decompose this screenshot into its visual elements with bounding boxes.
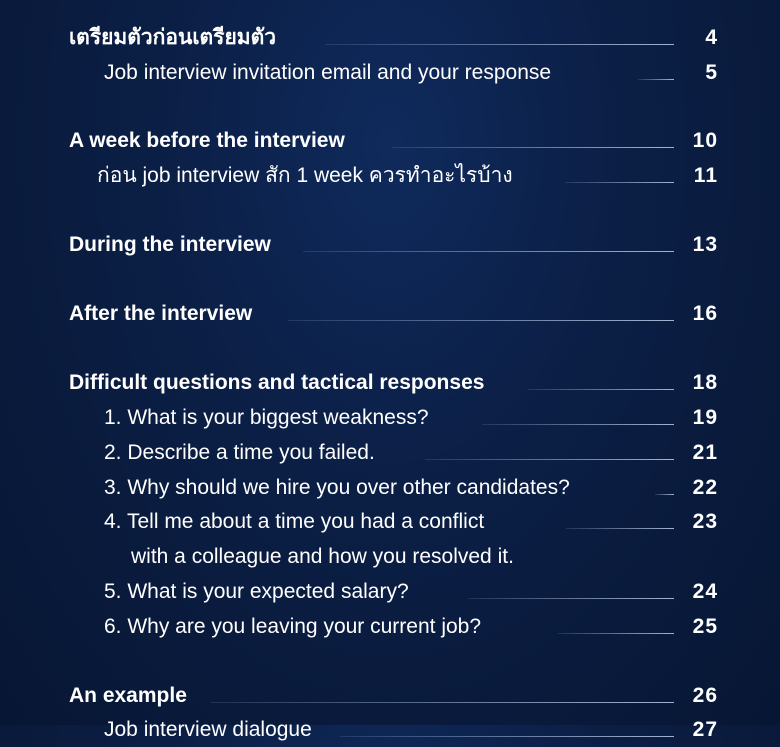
toc-entry[interactable] <box>0 228 780 262</box>
toc-page-number: 27 <box>692 718 718 741</box>
toc-leader-line <box>528 389 674 390</box>
toc-entry-title: เตรียมตัวก่อนเตรียมตัว <box>69 26 277 49</box>
toc-subentry[interactable] <box>0 505 780 539</box>
toc-page-number: 25 <box>692 615 718 638</box>
toc-subentry[interactable] <box>0 610 780 644</box>
toc-subentry[interactable] <box>0 575 780 609</box>
toc-leader-line <box>558 633 674 634</box>
toc-leader-line <box>325 44 674 45</box>
toc-entry-title: with a colleague and how you resolved it. <box>131 545 514 568</box>
toc-leader-line <box>340 736 674 737</box>
toc-leader-line <box>425 459 674 460</box>
toc-page-number: 4 <box>705 26 718 49</box>
toc-leader-line <box>468 598 674 599</box>
toc-entry-title: 3. Why should we hire you over other candidates? <box>104 476 570 499</box>
toc-page-number: 16 <box>692 302 718 325</box>
toc-subentry[interactable] <box>0 401 780 435</box>
toc-subentry[interactable] <box>0 56 780 90</box>
toc-page-number: 22 <box>692 476 718 499</box>
toc-subentry[interactable] <box>0 471 780 505</box>
toc-entry-title: 4. Tell me about a time you had a conflict <box>104 510 485 533</box>
toc-entry-title: Difficult questions and tactical responses <box>69 371 485 394</box>
toc-entry[interactable] <box>0 366 780 400</box>
toc-entry[interactable] <box>0 21 780 55</box>
toc-entry-title: 6. Why are you leaving your current job? <box>104 615 482 638</box>
toc-entry-title: 5. What is your expected salary? <box>104 580 409 603</box>
toc-entry-title: During the interview <box>69 233 271 256</box>
toc-page-number: 26 <box>692 684 718 707</box>
toc-entry-title: Job interview dialogue <box>104 718 312 741</box>
toc-leader-line <box>482 424 674 425</box>
toc-entry-title: 1. What is your biggest weakness? <box>104 406 429 429</box>
toc-subentry[interactable] <box>0 713 780 747</box>
toc-leader-line <box>566 528 674 529</box>
toc-subentry-continuation[interactable] <box>0 540 780 574</box>
toc-subentry[interactable] <box>0 159 780 193</box>
toc-page-number: 21 <box>692 441 718 464</box>
toc-page-number: 13 <box>692 233 718 256</box>
toc-entry[interactable] <box>0 124 780 158</box>
toc-entry-title: ก่อน job interview สัก 1 week ควรทำอะไรบ้าง <box>97 164 513 187</box>
toc-page-number: 24 <box>692 580 718 603</box>
toc-page-number: 18 <box>692 371 718 394</box>
toc-leader-line <box>303 251 674 252</box>
toc-entry-title: A week before the interview <box>69 129 345 152</box>
toc-entry-title: An example <box>69 684 187 707</box>
toc-leader-line <box>288 320 674 321</box>
toc-page-number: 23 <box>692 510 718 533</box>
toc-entry-title: Job interview invitation email and your response <box>104 61 552 84</box>
toc-leader-line <box>565 182 674 183</box>
toc-subentry[interactable] <box>0 436 780 470</box>
toc-leader-line <box>638 79 674 80</box>
toc-page-number: 11 <box>693 164 718 187</box>
toc-leader-line <box>392 147 674 148</box>
toc-entry-title: 2. Describe a time you failed. <box>104 441 375 464</box>
toc-leader-line <box>210 702 674 703</box>
toc-leader-line <box>655 494 674 495</box>
toc-page-number: 19 <box>692 406 718 429</box>
toc-entry[interactable] <box>0 679 780 713</box>
toc-page-number: 5 <box>705 61 718 84</box>
toc-page-number: 10 <box>692 129 718 152</box>
toc-entry-title: After the interview <box>69 302 253 325</box>
toc-entry[interactable] <box>0 297 780 331</box>
